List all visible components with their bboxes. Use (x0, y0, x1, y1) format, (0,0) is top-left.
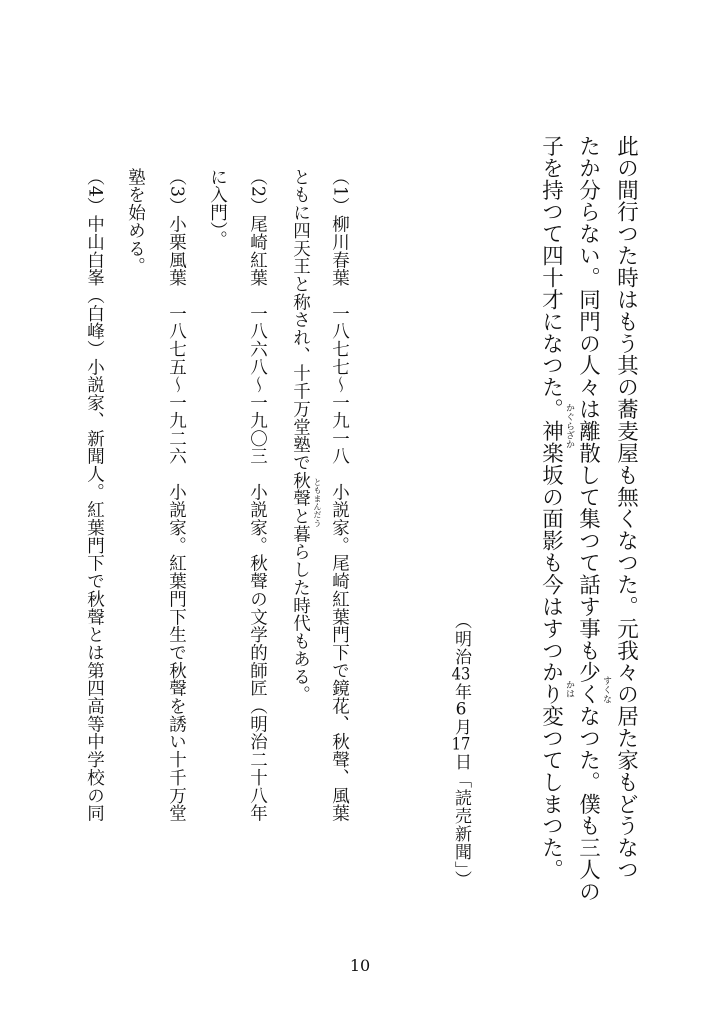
footnote-1-line-1: （1）柳川春葉 一八七七〜一九一八 小説家。尾崎紅葉門下で鏡花、秋聲、風葉 (329, 168, 350, 823)
footnote-ruby-tomamandau: ともまんだう (313, 478, 322, 527)
footnote-1-line-2: ともに四天王と称され、十千万堂塾で秋聲と暮らした時代もある。 (290, 168, 311, 704)
footnote-3-line-2: 塾を始める。 (125, 168, 146, 276)
ruby-kaha: かは (564, 680, 574, 699)
body-line-1: 此の間行つた時はもう其の蕎麦屋も無くなつた。元我々の居た家もどうなつ (613, 135, 639, 881)
body-line-2: たか分らない。同門の人々は離散して集つて話す事も少くなつた。僕も三人の (575, 135, 601, 903)
body-line-3: 子を持つて四十才になつた。神楽坂の面影も今はすつかり変つてしまつた。 (538, 135, 564, 881)
footnote-4-line-1: （4）中山白峯（白峰）小説家、新聞人。紅葉門下で秋聲とは第四高等中学校の同 (84, 168, 105, 823)
page-number: 10 (349, 956, 371, 975)
footnote-2-line-2: に入門）。 (207, 168, 228, 249)
footnote-3-line-1: （3）小栗風葉 一八七五〜一九二六 小説家。紅葉門下生で秋聲を誘い十千万堂 (166, 168, 187, 823)
ruby-kagurazaka: かぐらざか (564, 403, 574, 449)
ruby-sukuna: すくな (601, 676, 611, 704)
footnote-2-line-1: （2）尾崎紅葉 一八六八〜一九〇三 小説家。秋聲の文学的師匠（明治二十八年 (247, 168, 268, 823)
source-citation: （明治43年6月17日「読売新聞」） (451, 612, 471, 889)
